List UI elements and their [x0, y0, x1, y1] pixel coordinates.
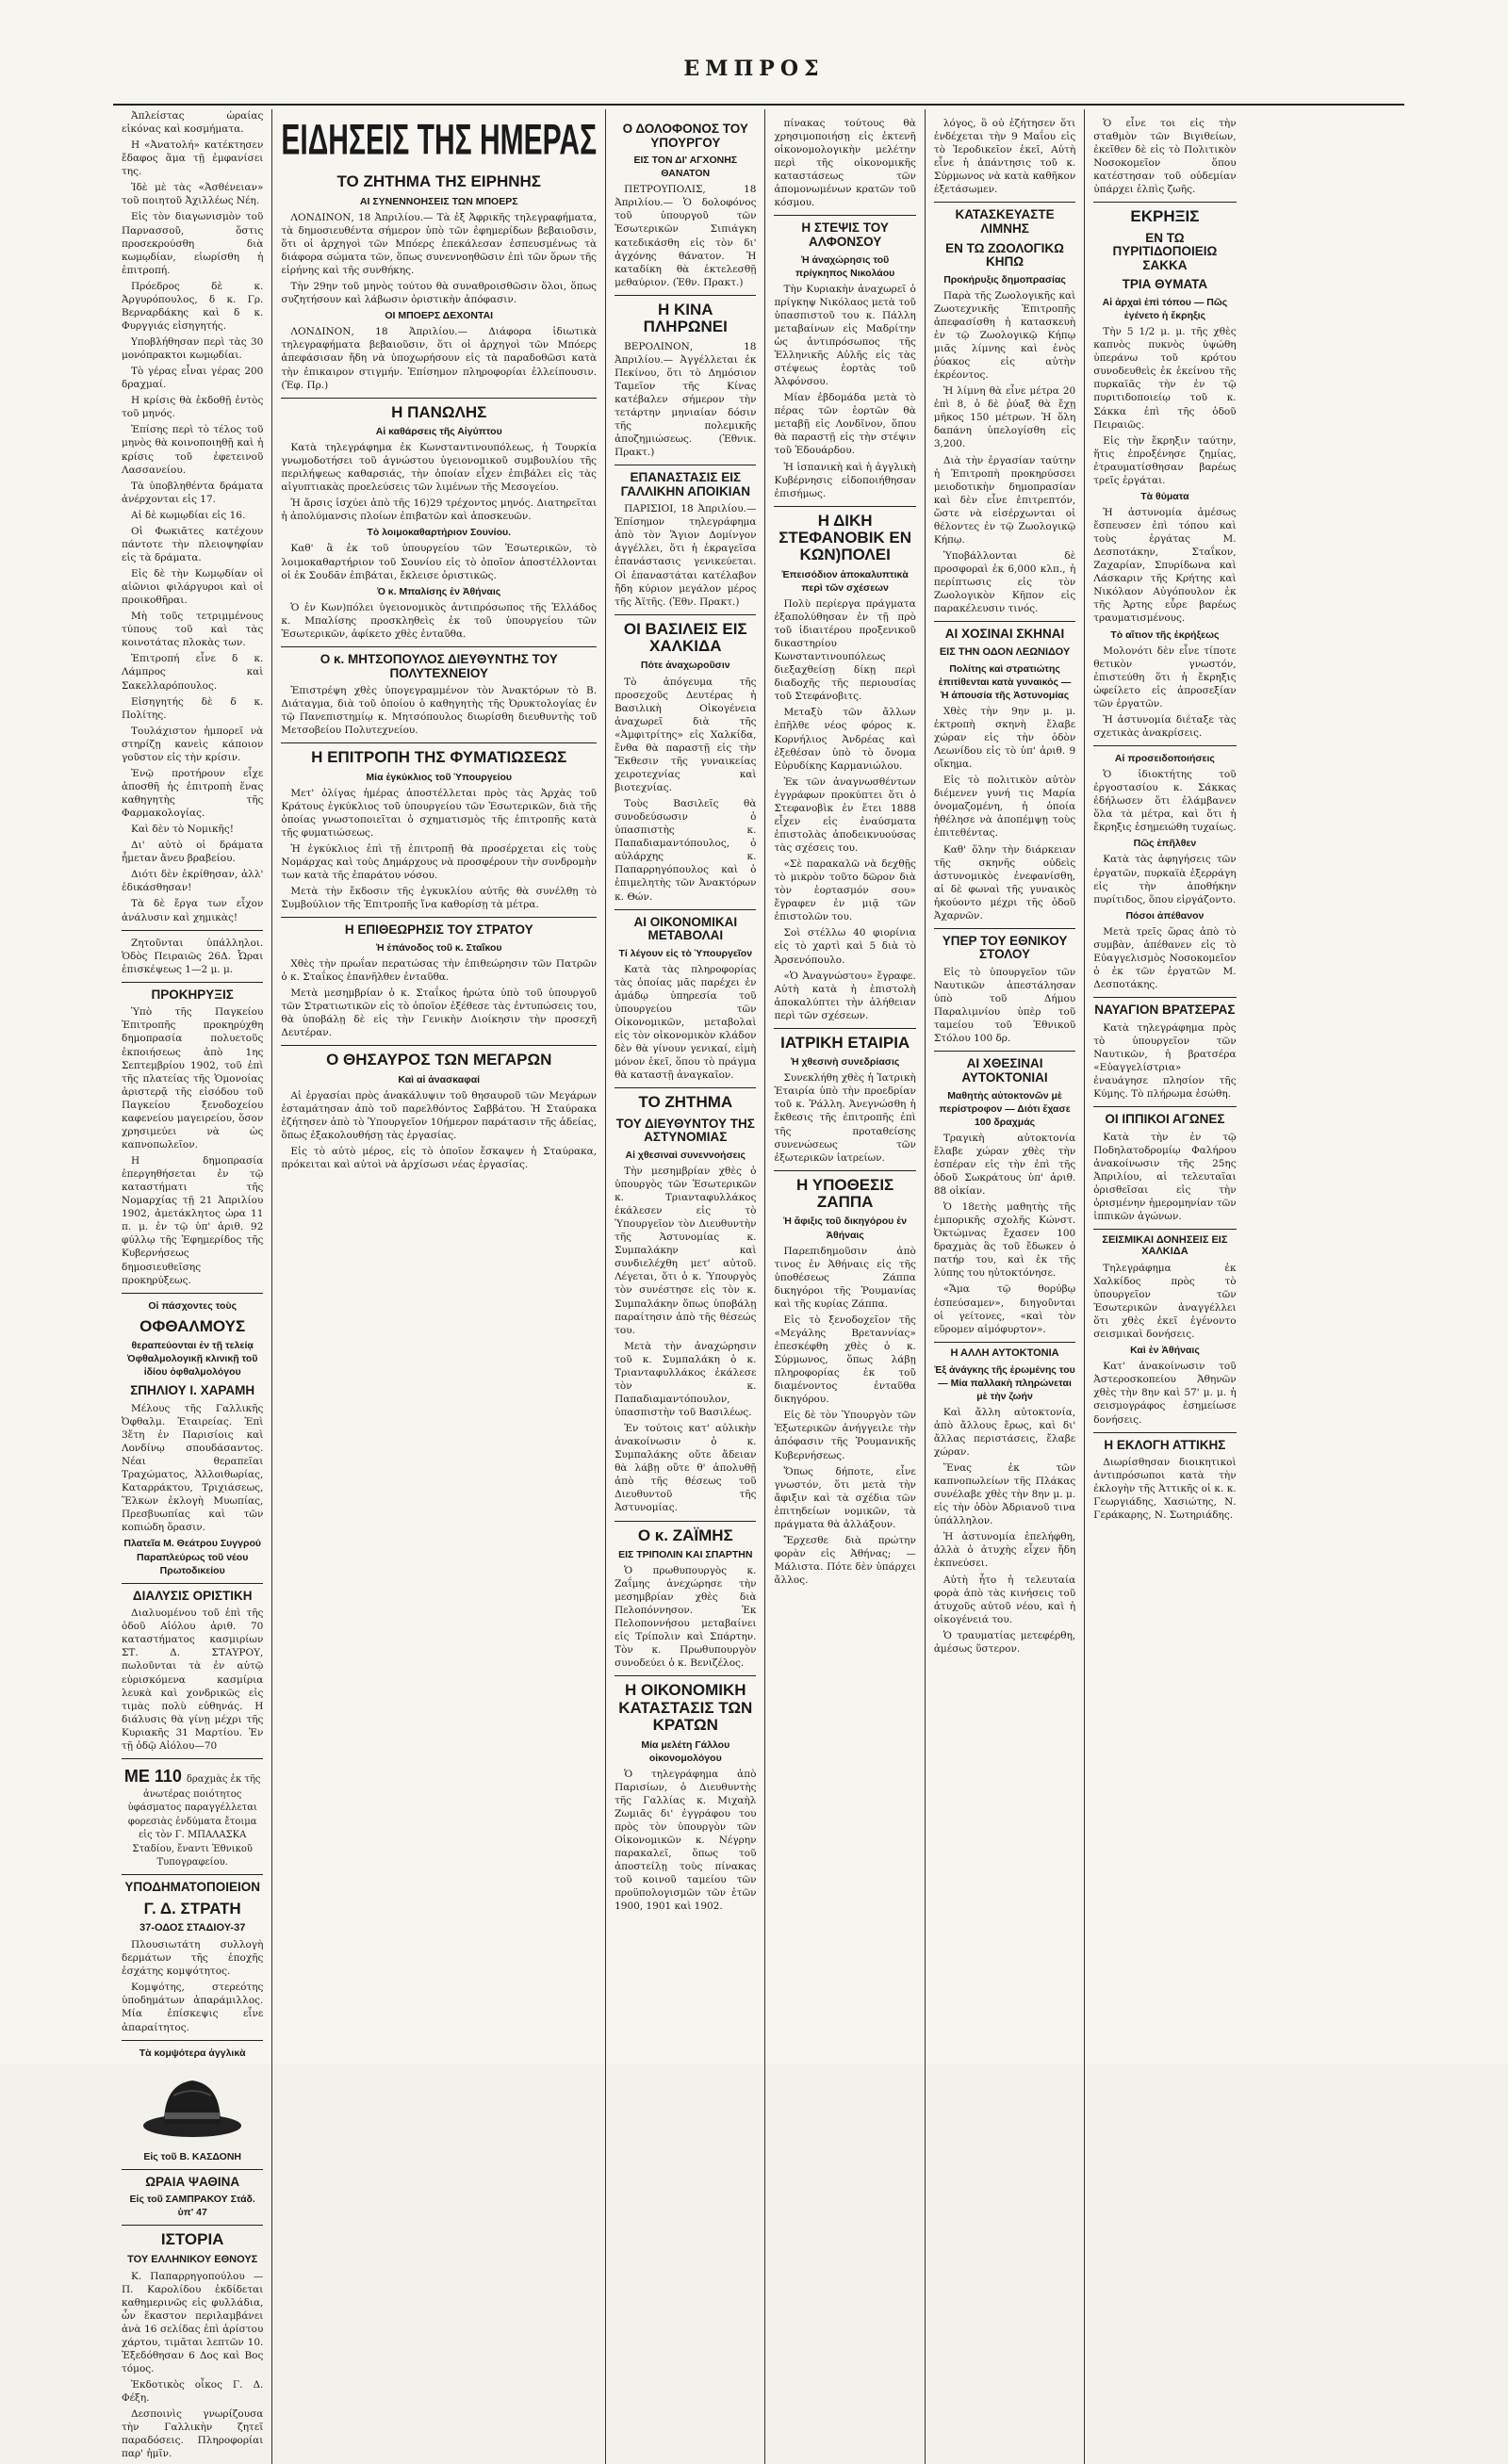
column-divider — [122, 1583, 263, 1584]
article-paragraph: Ἡ ἐγκύκλιος ἐπὶ τῇ ἐπιτροπῇ θὰ προσέρχεται εἰς τοὺς Νομάρχας καὶ τοὺς Δημάρχους νὰ προσφέρουν τὴν συνδρομὴν των κατὰ τῆς ἐπαράτου νόσου. — [281, 843, 598, 882]
column-divider — [281, 1045, 597, 1046]
subheadline: Ἡ ἄφιξις τοῦ δικηγόρου ἐν Ἀθήναις — [783, 1216, 908, 1241]
column-divider — [281, 742, 597, 743]
article-paragraph: Κατὰ τὰς πληροφορίας τὰς ὁποίας μᾶς παρέχει ἐν ἀμάδῳ ὑπηρεσία τοῦ ὑπουργείου τῶν Οἰκονομικῶν, μεταβολαὶ εἰς τὸν οἰκονομικὸν κλάδον δὲν θὰ γίνουν γενικαί, εἰμὴ μόνον ἐκεῖ, ὅπου τὸ πράγμα θὰ καταστῇ ἀναγκαῖον. — [615, 963, 757, 1082]
column-divider — [615, 614, 756, 615]
article-paragraph: Πολὺ περίεργα πράγματα ἐξαπολύθησαν ἐν τῇ πρὸ τοῦ ἰδιαιτέρου προξενικοῦ δικαστηρίου Κωνσταντινουπόλεως διεξαχθείσῃ δίκῃ περὶ διαδοχῆς τῆς περιουσίας τοῦ Στεφάνοβιτς. — [774, 597, 916, 703]
article-paragraph: Οἱ Φωκιᾶτες κατέχουν πάντοτε τὴν πλειοψηφίαν εἰς τὰ δράματα. — [122, 525, 264, 563]
article-paragraph: Καθ' ὅλην τὴν διάρκειαν τῆς σκηνῆς οὐδεὶς ἀστυνομικὸς ἐνεφανίσθη, αἱ δὲ φωναὶ τῆς γυναικὸς ἠκούοντο μέχρι τῆς ὁδοῦ Ἀχαρνῶν. — [933, 843, 1076, 922]
column-divider — [122, 1874, 263, 1875]
column-divider — [281, 398, 597, 399]
headline: ΥΠΕΡ ΤΟΥ ΕΘΝΙΚΟΥ ΣΤΟΛΟΥ — [942, 933, 1068, 962]
article-paragraph: Ἀπλείστας ὡραίας εἰκόνας καὶ κοσμήματα. — [122, 110, 264, 136]
article-paragraph: Μέλους τῆς Γαλλικῆς Ὀφθαλμ. Ἑταιρείας. Ἐπὶ 3ἔτη ἐν Παρισίοις καὶ Λονδίνῳ σπουδάσαντος. Νέαι θεραπεῖαι Τραχώματος, Ἀλλοιθωρίας, Καταρράκτου, Τριχιάσεως, Ἕλκων ἐκλογὴ Μυωπίας, Πρεσβυωπίας καὶ τῶν κοπιώδη ὅρασιν. — [122, 1402, 264, 1534]
article-paragraph: Διαλυομένου τοῦ ἐπὶ τῆς ὁδοῦ Αἰόλου ἀριθ. 70 καταστήματος κασμιρίων ΣΤ. Δ. ΣΤΑΥΡΟΥ, πωλοῦνται τὰ ἐν αὐτῷ εὑρισκόμενα κασμίρια λευκὰ καὶ χονδρικῶς εἰς τιμὰς πολὺ εὐθηνάς. Η διάλυσις θὰ γίνῃ μέχρι τῆς Κυριακῆς 31 Μαρτίου. Ἐν τῇ ὁδῷ Αἰόλου—70 — [122, 1607, 264, 1752]
subheadline: Οἱ πάσχοντες τοὺς — [148, 1299, 238, 1312]
article-paragraph: «Σὲ παρακαλῶ νὰ δεχθῇς τὸ μικρὸν τοῦτο δῶρον διὰ τὸν ἑορτασμόν σου» ἔγραφεν ἐν μιᾷ τῶν ἐπιστολῶν του. — [774, 858, 916, 923]
article-paragraph: Δεσποινὶς γνωρίζουσα τὴν Γαλλικὴν ζητεῖ παραδόσεις. Πληροφορίαι παρ' ἡμῖν. — [122, 2408, 264, 2460]
article-paragraph: Διότι δὲν ἐκρίθησαν, ἀλλ' ἐδικάσθησαν! — [122, 869, 264, 894]
article-paragraph: Ὁ ἐν Κων)πόλει ὑγειονομικὸς ἀντιπρόσωπος τῆς Ἑλλάδος κ. Μπαλίσης προσκληθεὶς ἐκ τοῦ ὑπουργείου τῶν Ἐσωτερικῶν, ἀφίκετο χθὲς ἐνταῦθα. — [281, 601, 598, 640]
article-paragraph: Τηλεγράφημα ἐκ Χαλκίδος πρὸς τὸ ὑπουργεῖον τῶν Ἐσωτερικῶν ἀναγγέλλει ὅτι χθὲς ἐκεῖ ἐγένοντο σεισμικαὶ δονήσεις. — [1093, 1262, 1237, 1341]
headline: ΙΣΤΟΡΙΑ — [160, 2230, 224, 2249]
column-divider — [122, 2225, 263, 2226]
column-divider — [1093, 1229, 1236, 1230]
article-paragraph: Ὑποβάλλονται δὲ προσφοραὶ ἐκ 6,000 κλπ., ἡ περίπτωσις εἰς τὸν Ζωολογικὸν Κῆπον εἰς παρακέλευσιν τινός. — [933, 549, 1076, 615]
column-divider — [615, 1675, 756, 1676]
article-paragraph: Τὸ ἀπόγευμα τῆς προσεχοῦς Δευτέρας ἡ Βασιλικὴ Οἰκογένεια ἀναχωρεῖ διὰ τῆς «Ἀμφιτρίτης» εἰς Χαλκίδα, ἔνθα θὰ παραστῇ εἰς τὴν Ἔκθεσιν τῆς γυναικείας χειροτεχνίας καὶ βιοτεχνίας. — [615, 676, 757, 793]
headline: ΝΑΥΑΓΙΟΝ ΒΡΑΤΣΕΡΑΣ — [1094, 1003, 1236, 1018]
article-paragraph: Η «Ἀνατολή» κατέκτησεν ἔδαφος ἅμα τῇ ἐμφανίσει της. — [122, 139, 264, 178]
subheadline: ΕΙΣ ΤΟΝ ΔΙ' ΑΓΧΟΝΗΣ ΘΑΝΑΤΟΝ — [633, 155, 738, 180]
headline: ΕΝ ΤΩ ΖΩΟΛΟΓΙΚΩ ΚΗΠΩ — [945, 240, 1064, 269]
article-paragraph: Ἐν τούτοις κατ' αὐλικὴν ἀνακοίνωσιν ὁ κ. Συμπαλάκης οὔτε ἄδειαν θὰ λάβῃ οὔτε θ' ἀπολυθῇ ἀπὸ τῆς θέσεως τοῦ Διευθυντοῦ τῆς Ἀστυνομίας. — [615, 1423, 757, 1514]
hat-illustration — [122, 2067, 263, 2143]
article-paragraph: ΒΕΡΟΛΙΝΟΝ, 18 Ἀπριλίου.— Ἀγγέλλεται ἐκ Πεκίνου, ὅτι τὸ Δημόσιον Ταμεῖον τῆς Κίνας κατέβαλεν σήμερον τὴν τετάρτην μηνιαίαν δόσιν τῆς πολεμικῆς ἀποζημιώσεως. (Ἐθνικ. Πρακτ.) — [615, 340, 757, 458]
article-paragraph: Τραγικὴ αὐτοκτονία ἔλαβε χώραν χθὲς τὴν ἑσπέραν εἰς τὴν ἐπὶ τῆς ὁδοῦ Σωκράτους ὑπ' ἀριθ. 88 οἰκίαν. — [933, 1132, 1076, 1198]
article-paragraph: Ὁ τηλεγράφημα ἀπὸ Παρισίων, ὁ Διευθυντὴς τῆς Γαλλίας κ. Μιχαὴλ Ζωμιᾶς δι' ἐγγράφου του πρὸς τὸν ὑπουργὸν τῶν Οἰκονομικῶν κ. Νέγρην παρακαλεῖ, ὅπως τοῦ ἀποστείλῃ τοὺς πίνακας τοῦ κοινοῦ ταμείου τῶν προϋπολογισμῶν τῶν ἐτῶν 1900, 1901 καὶ 1902. — [615, 1768, 757, 1913]
subheadline: θεραπεύονται ἐν τῇ τελείᾳ Ὀφθαλμολογικῇ κλινικῇ τοῦ ἰδίου ὀφθαλμολόγου — [126, 1340, 258, 1379]
article-paragraph: Αὐτὴ ἦτο ἡ τελευταία φορὰ ἀπὸ τὰς κινήσεις τοῦ ἀτυχοῦς αὐτοῦ νέου, καὶ ἡ οἰκογένειά του. — [933, 1574, 1076, 1625]
column-divider — [122, 1758, 263, 1759]
article-paragraph: Κατὰ τὰς ἀφηγήσεις τῶν ἐργατῶν, πυρκαϊὰ ἐξερράγη εἰς τὴν ἀποθήκην πυρίτιδος, ὅπου εἰργάζοντο. — [1093, 854, 1237, 906]
subheadline: Καὶ ἐν Ἀθήναις — [1130, 1345, 1200, 1357]
subheadline: Προκήρυξις δημοπρασίας — [943, 273, 1066, 286]
article-paragraph: Εἰς τὸ πολιτικὸν αὐτὸν διέμενεν γυνή τις Μαρία ὀνομαζομένη, ἡ ὁποία ἠθέλησε νὰ ἀποπέμψῃ τοὺς ἐπιτεθέντας. — [933, 775, 1076, 840]
headline: ΤΟΥ ΔΙΕΥΘΥΝΤΟΥ ΤΗΣ ΑΣΤΥΝΟΜΙΑΣ — [615, 1116, 755, 1145]
headline: Η ΣΤΕΨΙΣ ΤΟΥ ΑΛΦΟΝΣΟΥ — [801, 220, 889, 250]
headline: Η ΕΠΙΘΕΩΡΗΣΙΣ ΤΟΥ ΣΤΡΑΤΟΥ — [344, 922, 533, 938]
article-paragraph: Σοὶ στέλλω 40 φιορίνια εἰς τὸ χαρτὶ καὶ 5 διὰ τὸ Ἀρσενόπουλο. — [774, 927, 916, 966]
article-paragraph: Κατ' ἀνακοίνωσιν τοῦ Ἀστεροσκοπείου Ἀθηνῶν χθὲς τὴν 8ην καὶ 57' μ. μ. ἡ σεισμογράφος ἐσημείωσε δονήσεις. — [1093, 1361, 1237, 1426]
headline: ΕΙΔΗΣΕΙΣ ΤΗΣ ΗΜΕΡΑΣ — [281, 117, 598, 164]
headline: ΟΙ ΙΠΠΙΚΟΙ ΑΓΩΝΕΣ — [1105, 1112, 1225, 1127]
article-paragraph: Εἰς τὸ αὐτὸ μέρος, εἰς τὸ ὁποῖον ἔσκαψεν ἡ Σταύρακα, πρόκειται καὶ αὐτοὶ νὰ ἀρχίσωσι νέας ἐργασίας. — [281, 1146, 598, 1171]
article-paragraph: Ὁ ἰδιοκτήτης τοῦ ἐργοστασίου κ. Σάκκας ἐδήλωσεν ὅτι ἐλάμβανεν ὅλα τὰ μέτρα, καὶ ὅτι ἡ ἔκρηξις ἐσημειώθη τυχαίως. — [1093, 769, 1237, 834]
article-paragraph: «Ἄμα τῷ θορύβῳ ἐσπεύσαμεν», διηγοῦνται οἱ γείτονες, «καὶ τὸν εὕρομεν αἱμόφυρτον». — [933, 1283, 1076, 1335]
article-paragraph: Καὶ ἄλλη αὐτοκτονία, ἀπὸ ἄλλους ἔρως, καὶ δι' ἄλλας περιστάσεις, ἔλαβε χώραν. — [933, 1406, 1076, 1458]
subheadline: Αἱ καθάρσεις τῆς Αἰγύπτου — [375, 425, 502, 437]
subheadline: Αἱ προσειδοποιήσεις — [1114, 753, 1215, 765]
headline: ΕΠΑΝΑΣΤΑΣΙΣ ΕΙΣ ΓΑΛΛΙΚΗΝ ΑΠΟΙΚΙΑΝ — [620, 470, 750, 498]
article-paragraph: Εἰς δὲ τὴν Κωμῳδίαν οἱ αἰῶνιοι φιλάργυροι καὶ οἱ προικοθῆραι. — [122, 568, 264, 607]
headline: Η ΕΠΙΤΡΟΠΗ ΤΗΣ ΦΥΜΑΤΙΩΣΕΩΣ — [311, 748, 567, 767]
headline: Ο κ. ΖΑΪΜΗΣ — [637, 1526, 733, 1544]
article-paragraph: Διὰ τὴν ἐργασίαν ταύτην ἡ Ἐπιτροπὴ προκηρύσσει μειοδοτικὴν δημοπρασίαν καὶ δὲν εἶνε ἐπιτρεπτόν, ὥστε νὰ εἰσέρχωνται οἱ θέλοντες ἐν τῷ Ζωολογικῷ Κήπῳ. — [933, 454, 1076, 546]
headline: ΟΦΘΑΛΜΟΥΣ — [139, 1316, 246, 1335]
subheadline: Ἡ ἀναχώρησις τοῦ πρίγκηπος Νικολάου — [795, 253, 895, 279]
subheadline: Τὰ κομψότερα ἀγγλικὰ — [139, 2047, 246, 2059]
headline: Η ΟΙΚΟΝΟΜΙΚΗ ΚΑΤΑΣΤΑΣΙΣ ΤΩΝ ΚΡΑΤΩΝ — [618, 1681, 753, 1735]
article-paragraph: Χθὲς τὴν 9ην μ. μ. ἐκτροπὴ σκηνὴ ἔλαβε χώραν εἰς τὴν ὁδὸν Λεωνίδου εἰς τὸ ὑπ' ἀριθ. 9 οἴκημα. — [933, 705, 1076, 771]
headline: Η ΚΙΝΑ ΠΛΗΡΩΝΕΙ — [643, 300, 728, 336]
article-paragraph: Ὅπως δήποτε, εἶνε γνωστόν, ὅτι μετὰ τὴν ἄφιξιν καὶ τὰ σχέδια τῶν ἐπιτηδείων νομικῶν, τὰ πράγματα θὰ ἀλλάξουν. — [774, 1465, 916, 1530]
article-paragraph: ΠΕΤΡΟΥΠΟΛΙΣ, 18 Ἀπριλίου.— Ὁ δολοφόνος τοῦ ὑπουργοῦ τῶν Ἐσωτερικῶν Σιπιάγκη κατεδικάσθη εἰς τὸν δι' ἀγχόνης θάνατον. Ἡ καταδίκη θὰ ἐκτελεσθῇ μεθαύριον. (Ἐθν. Πρακτ.) — [615, 184, 757, 288]
article-paragraph: Τοὺς Βασιλεῖς θὰ συνοδεύσωσιν ὁ ὑπασπιστὴς κ. Παπαδιαμαντόπουλος, ὁ αὐλάρχης κ. Παπαρρηγόπουλος καὶ ὁ ἐπιμελητὴς τῶν Ἀνακτόρων κ. Θών. — [615, 798, 757, 903]
article-paragraph: ΛΟΝΔΙΝΟΝ, 18 Ἀπριλίου.— Διάφορα ἰδιωτικὰ τηλεγραφήματα βεβαιοῦσιν, ὅτι οἱ ἀρχηγοὶ τῶν Μπόερς ἀπεφάσισαν ἤδη νὰ ὑποχωρήσουν εἰς τὰ παραδοθῶσι κατὰ τὴν ἐπικαιρον στιγμήν. Ἐπίσημον πληροφορίαι ἐλλείπουσιν. (Ἐφ. Πρ.) — [281, 326, 598, 391]
subheadline: Αἱ χθεσιναὶ συνεννοήσεις — [625, 1149, 746, 1161]
article-paragraph: Ἡ λίμνη θὰ εἶνε μέτρα 20 ἐπὶ 8, ὁ δὲ ῥύαξ θὰ ἔχῃ μῆκος 150 μέτρων. Ἡ ὅλη δαπάνη ὑπελογίσθη εἰς 3,200. — [933, 385, 1076, 450]
headline: ΠΡΟΚΗΡΥΞΙΣ — [151, 987, 234, 1002]
article-paragraph: Ὁ πρωθυπουργὸς κ. Ζαΐμης ἀνεχώρησε τὴν μεσημβρίαν χθὲς διὰ Πελοπόννησον. Ἐκ Πελοποννήσου μεταβαίνει εἰς Τρίπολιν καὶ Σπάρτην. Τὸν κ. Πρωθυπουργὸν συνοδεύει ὁ κ. Βενιζέλος. — [615, 1564, 757, 1670]
article-paragraph: λόγος, ὃ οὐ ἐζήτησεν ὅτι ἐνδέχεται τὴν 9 Μαΐου εἰς τὸ Ἱεροδικεῖον ἐκεῖ, Αὐτὴ εἶνε ἡ ἀπάντησις τοῦ κ. Σύρμωνος νὰ κατὰ καθῆκον ἐξετάσωμεν. — [933, 118, 1076, 196]
column-divider — [281, 917, 597, 918]
subheadline: Πλατεῖα Μ. Θεάτρου Συγγρού Παραπλεύρως τοῦ νέου Πρωτοδικείου — [123, 1538, 261, 1576]
column-divider — [934, 1051, 1075, 1052]
column-divider — [122, 2040, 263, 2041]
article-paragraph: Τὴν 5 1/2 μ. μ. τῆς χθὲς καπνὸς πυκνὸς ὑψώθη ὑπεράνω τοῦ κρότου συνοδευθεὶς ἐκ ἐκείνου τῆς πυρκαϊᾶς τὴν ἐν τῷ πυριτιδοποιείῳ τοῦ κ. Σάκκα ἐπὶ τῆς ὁδοῦ Πειραιῶς. — [1093, 326, 1237, 431]
column-3 — [606, 109, 765, 2464]
subheadline: ΑΙ ΣΥΝΕΝΝΟΗΣΕΙΣ ΤΩΝ ΜΠΟΕΡΣ — [359, 195, 518, 207]
advertisement — [122, 1765, 263, 1868]
subheadline: Τὸ αἴτιον τῆς ἐκρήξεως — [1110, 628, 1220, 641]
article-paragraph: Καὶ δὲν τὸ Νομικῆς! — [131, 824, 234, 836]
article-paragraph: Τὴν μεσημβρίαν χθὲς ὁ ὑπουργὸς τῶν Ἐσωτερικῶν κ. Τριανταφυλλάκος ἐκάλεσεν εἰς τὸ Ὑπουργεῖον τὸν Διευθυντὴν τῆς Ἀστυνομίας κ. Συμπαλάκην καὶ συνδιελέχθη μετ' αὐτοῦ. Λέγεται, ὅτι ὁ κ. Ὑπουργὸς τὸν συνέστησε εἰς τὸν κ. Συμπαλάκην ὅπως ὑποβάλῃ παραίτησιν ἀπὸ τῆς θέσεώς του. — [615, 1165, 757, 1336]
headline: ΣΠΗΛΙΟΥ Ι. ΧΑΡΑΜΗ — [130, 1383, 255, 1398]
top-rule — [113, 104, 1404, 106]
column-6 — [1085, 109, 1244, 2464]
article-paragraph: Ἰδὲ μὲ τὰς «Ἀσθένειαν» τοῦ ποιητοῦ Ἀχιλλέως Νέη. — [122, 182, 264, 207]
article-paragraph: «Ὁ Ἀναγνώστου» ἔγραφε. Αὐτὴ κατὰ ἡ ἐπιστολὴ ἀποκαλύπτει τὴν ἀλήθειαν περὶ τῶν σχέσεων. — [774, 970, 916, 1021]
subheadline: Καὶ αἱ ἀνασκαφαί — [398, 1073, 481, 1085]
headline: Η ΥΠΟΘΕΣΙΣ ΖΑΠΠΑ — [796, 1175, 894, 1212]
column-divider — [615, 909, 756, 910]
article-paragraph: ΛΟΝΔΙΝΟΝ, 18 Ἀπριλίου.— Τὰ ἐξ Ἀφρικῆς τηλεγραφήματα, τὰ δημοσιευθέντα σήμερον ὑπὸ τῶν ἐφημερίδων βεβαιοῦσιν, ὅτι οἱ ἀρχηγοὶ τῶν Μπόερς ἐπεκάλεσαν ἐσπευσμένως τὰ διάφορα σώματα τῶν, ὅπως συνεννοηθῶσιν ἐπὶ τῶν ὅρων τῆς εἰρήνης καὶ τῆς συνθήκης. — [281, 211, 598, 277]
column-divider — [774, 215, 915, 216]
article-paragraph: Τὴν 29ην τοῦ μηνὸς τούτου θὰ συναθροισθῶσιν ὅλοι, ὅπως συζητήσουν καὶ λάβωσιν ὁριστικὴν ἀπόφασιν. — [281, 281, 598, 306]
headline: Ο ΘΗΣΑΥΡΟΣ ΤΩΝ ΜΕΓΑΡΩΝ — [326, 1051, 552, 1069]
headline: ΤΡΙΑ ΘΥΜΑΤΑ — [1122, 277, 1208, 292]
article-paragraph: Πλουσιωτάτη συλλογὴ δερμάτων τῆς ἐποχῆς ἐσχάτης κομψότητος. — [122, 1939, 264, 1978]
article-paragraph: Ἡ ἀστυνομία διέταξε τὰς σχετικὰς ἀνακρίσεις. — [1093, 713, 1237, 739]
headline: Γ. Δ. ΣΤΡΑΤΗ — [143, 1899, 241, 1917]
headline: ΑΙ ΧΟΣΙΝΑΙ ΣΚΗΝΑΙ — [944, 627, 1065, 642]
column-divider — [1093, 1432, 1236, 1433]
article-paragraph: Ἡ ἀστυνομία ἀμέσως ἔσπευσεν ἐπὶ τόπου καὶ τοὺς ἐργάτας Μ. Δεσποτάκην, Σταΐκον, Ζαχαρίαν, Σπυρίδωνα καὶ Λάσκαριν τῆς Κρήτης καὶ Νικόλαον Αὐγόπουλον ἐκ τῆς Ἀρτης εὗρε βαρέως τραυματισμένους. — [1093, 506, 1237, 625]
article-paragraph: Κομψότης, στερεότης ὑποδημάτων ἀπαράμιλλος. Μία ἐπίσκεψις εἶνε ἀπαραίτητος. — [122, 1982, 264, 2033]
subheadline: Τί λέγουν εἰς τὸ Ὑπουργεῖον — [618, 947, 753, 959]
article-paragraph: Διωρίσθησαν διοικητικοὶ ἀντιπρόσωποι κατὰ τὴν ἐκλογὴν τῆς Ἀττικῆς οἱ κ. κ. Γεωργιάδης, Χασιώτης, Ν. Γεράκαρης, Ν. Σωτηριάδης. — [1093, 1457, 1237, 1522]
headline: ΙΑΤΡΙΚΗ ΕΤΑΙΡΙΑ — [780, 1033, 910, 1052]
column-5 — [926, 109, 1085, 2464]
article-paragraph: Ἐκδοτικὸς οἶκος Γ. Δ. Φέξη. — [122, 2379, 264, 2405]
subheadline: Εἰς τοῦ ΣΑΜΠΡΑΚΟΥ Στάδ. ὑπ' 47 — [129, 2194, 255, 2219]
subheadline: Πῶς ἐπῆλθεν — [1133, 838, 1197, 850]
article-paragraph: Αἱ ἐργασίαι πρὸς ἀνακάλυψιν τοῦ θησαυροῦ τῶν Μεγάρων ἐσταμάτησαν ἀπὸ τοῦ παρελθόντος Σαββάτου. Ἡ Σταύρακα ἐζήτησεν ἀπὸ τὸ Ὑπουργεῖον 10ήμερον παράτασιν τῆς ἀδείας, ὅπως ἐξακολουθήσῃ τὰς ἐργασίας. — [281, 1089, 598, 1141]
article-paragraph: Εἰσηγητής δὲ δ κ. Πολίτης. — [122, 695, 264, 721]
headline: ΑΙ ΟΙΚΟΝΟΜΙΚΑΙ ΜΕΤΑΒΟΛΑΙ — [633, 914, 738, 943]
article-paragraph: Ἡ ἱσπανικὴ καὶ ἡ ἀγγλικὴ Κυβέρνησις εἰδοποιήθησαν ἐπισήμως. — [774, 461, 916, 499]
headline: ΟΙ ΒΑΣΙΛΕΙΣ ΕΙΣ ΧΑΛΚΙΔΑ — [623, 619, 747, 656]
headline: ΕΝ ΤΩ ΠΥΡΙΤΙΔΟΠΟΙΕΙΩ ΣΑΚΚΑ — [1112, 230, 1218, 272]
article-paragraph: Τὸ γέρας εἶναι γέρας 200 δραχμαί. — [122, 366, 264, 391]
column-divider — [774, 506, 915, 507]
article-paragraph: Μετ' ὀλίγας ἡμέρας ἀποστέλλεται πρὸς τὰς Ἀρχὰς τοῦ Κράτους ἐγκύκλιος τοῦ ὑπουργείου τῶν Ἐσωτερικῶν, διὰ τῆς ὁποίας γνωστοποιεῖται ὁ σχηματισμὸς τῆς ἐπιτροπῆς κατὰ τῆς φυματιώσεως. — [281, 787, 598, 839]
article-paragraph: Αἱ δὲ κωμῳδίαι εἰς 16. — [131, 509, 246, 521]
subheadline: Ὁ κ. Μπαλίσης ἐν Ἀθήναις — [377, 585, 501, 597]
headline: ΥΠΟΔΗΜΑΤΟΠΟΙΕΙΟΝ — [124, 1880, 261, 1895]
column-2 — [272, 109, 606, 2464]
article-paragraph: Καθ' ἃ ἐκ τοῦ ὑπουργείου τῶν Ἐσωτερικῶν, τὸ λοιμοκαθαρτήριον τοῦ Σουνίου εἰς τὸ ὁποῖον ἀποστέλλονται οἱ ἐκ Σουδᾶν ἐπιβάται, ἔκλεισε ὁριστικῶς. — [281, 543, 598, 581]
column-4 — [765, 109, 925, 2464]
headline: ΚΑΤΑΣΚΕΥΑΣΤΕ ΛΙΜΝΗΣ — [955, 207, 1055, 236]
article-paragraph: πίνακας τούτους θὰ χρησιμοποιήσῃ εἰς ἐκτενῆ οἰκονομολογικὴν μελέτην περὶ τῆς οἰκονομικῆς καταστάσεως τῶν ἀπομονωμένων κρατῶν τοῦ κόσμου. — [774, 118, 916, 209]
article-paragraph: Μετὰ τὴν ἀναχώρησιν τοῦ κ. Συμπαλάκη ὁ κ. Τριανταφυλλάκος ἐκάλεσε τὸν κ. Παπαδιαμαντόπουλον, ὑπασπιστὴν τοῦ Βασιλέως. — [615, 1340, 757, 1419]
column-1 — [113, 109, 272, 2464]
article-paragraph: Εἰς τὸ ξενοδοχεῖον τῆς «Μεγάλης Βρεταννίας» ἐπεσκέφθη χθὲς ὁ κ. Σύρμωνος, ὅπως λάβῃ πληροφορίας ἐκ τοῦ διαμένοντος ἐνταῦθα δικηγόρου. — [774, 1314, 916, 1406]
article-paragraph: Η κρίσις θὰ ἐκδοθῇ ἐντὸς τοῦ μηνός. — [122, 395, 264, 420]
article-paragraph: Μετὰ τὴν ἔκδοσιν τῆς ἐγκυκλίου αὐτῆς θὰ συνέλθῃ τὸ Συμβούλιον τῆς Ἐπιτροπῆς ἵνα καθορίσῃ τὰ μέτρα. — [281, 886, 598, 911]
headline: 37-ΟΔΟΣ ΣΤΑΔΙΟΥ-37 — [139, 1922, 246, 1934]
columns-grid — [113, 109, 1404, 2460]
article-paragraph: Ὁ τραυματίας μετεφέρθη, ἀμέσως ὕστερον. — [933, 1629, 1076, 1655]
headline: ΑΙ ΧΘΕΣΙΝΑΙ ΑΥΤΟΚΤΟΝΙΑΙ — [961, 1056, 1048, 1085]
article-paragraph: ΠΑΡΙΣΙΟΙ, 18 Ἀπριλίου.— Ἐπίσημον τηλεγράφημα ἀπὸ τὸν Ἅγιον Δομίνγον ἀγγέλλει, ὅτι ἡ ἐκραγεῖσα ἐπανάστασις γενικεύεται. Οἱ ἐπαναστάται κατέλαβον ἤδη κύριον μεγάλον μέρος τῆς Ἀϊτῆς. (Ἐθν. Πρακτ.) — [615, 503, 757, 608]
article-paragraph: Κατὰ τὴν ἐν τῷ Ποδηλατοδρομίῳ Φαλήρου ἀνακοίνωσιν τῆς 25ης Ἀπριλίου, αἱ τελευταῖαι ὁρισθεῖσαι εἰς τὴν ὁρισμένην ἡμερομηνίαν τῶν ἱππικῶν ἀγώνων. — [1093, 1131, 1237, 1223]
subheadline: Μαθητὴς αὐτοκτονῶν μὲ περίστροφον — Διότι ἔχασε 100 δραχμάς — [939, 1089, 1071, 1128]
ad-price: ΜΕ 110 — [123, 1766, 187, 1786]
headline: Ο ΔΟΛΟΦΟΝΟΣ ΤΟΥ ΥΠΟΥΡΓΟΥ — [622, 122, 748, 150]
article-paragraph: Ὁ 18ετὴς μαθητὴς τῆς ἐμπορικῆς σχολῆς Κώνστ. Ὀκτώμνας ἔχασεν 100 δραχμὰς ἃς τοῦ ἔδωκεν ὁ πατήρ του, καὶ ἐκ τῆς λύπης του ηὐτοκτόνησε. — [933, 1201, 1076, 1280]
article-paragraph: Παρὰ τῆς Ζωολογικῆς καὶ Ζωοτεχνικῆς Ἐπιτροπῆς ἀπεφασίσθη ἡ κατασκευὴ ἐν τῷ Ζωολογικῷ Κήπῳ μιᾶς λίμνης καὶ ἑνὸς ῥύακος εἰς αὐτὴν ἐκρέοντος. — [933, 289, 1076, 382]
column-divider — [934, 202, 1075, 203]
article-paragraph: Μετὰ τρεῖς ὥρας ἀπὸ τὸ συμβὰν, ἀπέθανεν εἰς τὸ Εὐαγγελισμὸς Νοσοκομεῖον ὁ ἐκ τῶν ἐργατῶν Μ. Δεσποτάκης. — [1093, 925, 1237, 991]
column-divider — [774, 1028, 915, 1029]
headline: ΩΡΑΙΑ ΨΑΘΙΝΑ — [145, 2174, 240, 2189]
column-divider — [615, 1521, 756, 1522]
column-divider — [934, 1342, 1075, 1343]
article-paragraph: Εἰς τὸ ὑπουργεῖον τῶν Ναυτικῶν ἀπεστάλησαν ὑπὸ τοῦ Δήμου Παραλιμνίου ὑπὲρ τοῦ ταμείου τοῦ Ἐθνικοῦ Στόλου 100 δρ. — [933, 967, 1076, 1045]
article-paragraph: Μίαν ἑβδομάδα μετὰ τὸ πέρας τῶν ἑορτῶν θὰ μεταβῇ εἰς Λονδῖνον, ὅπου θὰ παραστῇ εἰς τὴν στέψιν τοῦ Ἐδουάρδου. — [774, 392, 916, 457]
article-paragraph: Μετὰ μεσημβρίαν ὁ κ. Σταΐκος ἠρώτα ὑπὸ τοῦ ὑπουργοῦ τῶν Στρατιωτικῶν εἰς τὸ ὁποῖον ἐξέθεσε τὰς ἐντυπώσεις του, θὰ ὑποβάλῃ δὲ εἰς τὴν Γενικὴν Διοίκησιν τὴν προσεχῆ Δευτέραν. — [281, 987, 598, 1039]
subheadline: Μία ἐγκύκλιος τοῦ Ὑπουργείου — [366, 771, 513, 783]
column-divider — [122, 982, 263, 983]
headline: Η ΔΙΚΗ ΣΤΕΦΑΝΟΒΙΚ ΕΝ ΚΩΝ)ΠΟΛΕΙ — [779, 511, 912, 564]
subheadline: Πόσοι ἀπέθανον — [1125, 909, 1205, 922]
article-paragraph: Ἡ ἄρσις ἰσχύει ἀπὸ τῆς 16)29 τρέχοντος μηνός. Διατηρεῖται ἡ ἀπολύμανσις πλοίων ἐπιβατῶν καὶ ἀποσκευῶν. — [281, 498, 598, 523]
column-divider — [615, 295, 756, 296]
column-divider — [1093, 202, 1236, 203]
column-divider — [774, 1170, 915, 1171]
column-divider — [615, 1087, 756, 1088]
headline: ΣΕΙΣΜΙΚΑΙ ΔΟΝΗΣΕΙΣ ΕΙΣ ΧΑΛΚΙΔΑ — [1102, 1234, 1228, 1257]
article-paragraph: Τὰ ὑποβληθέντα δράματα ἀνέρχονται εἰς 17. — [122, 480, 264, 505]
subheadline: Ἐπεισόδιον ἀποκαλυπτικὰ περὶ τῶν σχέσεων — [781, 568, 909, 594]
article-paragraph: Ἔρχεσθε διὰ πρώτην φορὰν εἰς Ἀθήνας; — Μάλιστα. Πότε δὲν ὑπάρχει ἄλλος. — [774, 1534, 916, 1587]
column-divider — [1093, 745, 1236, 746]
headline: Η ΕΚΛΟΓΗ ΑΤΤΙΚΗΣ — [1104, 1437, 1226, 1452]
article-paragraph: Κ. Παπαρρηγοπούλου — Π. Καρολίδου ἐκδίδεται καθημερινῶς εἰς φυλλάδια, ὧν ἕκαστον περιλαμβάνει ἀνὰ 16 σελίδας ἐπὶ ἀρίστου χάρτου, τιμᾶται λεπτῶν 10. Ἐξεδόθησαν 6 Δος καὶ Βος τόμος. — [122, 2270, 264, 2375]
article-paragraph: Μολονότι δὲν εἶνε τίποτε θετικὸν γνωστόν, ἐπιστεύθη ὅτι ἡ ἔκρηξις ὠφείλετο εἰς ἀπροσεξίαν τῶν ἐργατῶν. — [1093, 645, 1237, 710]
article-paragraph: Δι' αὐτὸ οἱ δράματα ἦμεταν ἄνευ βραβείου. — [122, 840, 264, 865]
subheadline: ΕΙΣ ΤΡΙΠΟΛΙΝ ΚΑΙ ΣΠΑΡΤΗΝ — [618, 1548, 753, 1560]
article-paragraph: Εἰς τὴν ἔκρηξιν ταύτην, ἥτις ἐπροξένησε ζημίας, ἐτραυματίσθησαν βαρέως τρεῖς ἐργάται. — [1093, 434, 1237, 486]
article-paragraph: Ὁ εἶνε τοι εἰς τὴν σταθμὸν τῶν Βιγιθείων, ἐκεῖθεν δὲ εἰς τὸ Πολιτικὸν Νοσοκομεῖον ὅπου κατέστησαν τοῦ οὐδεμίαν ὑπάρχει ἐλπὶς ζωῆς. — [1093, 118, 1237, 196]
headline: ΕΙΣ ΤΗΝ ΟΔΟΝ ΛΕΩΝΙΔΟΥ — [939, 645, 1071, 658]
column-divider — [122, 1293, 263, 1294]
article-paragraph: Συνεκλήθη χθὲς ἡ Ἰατρικὴ Ἑταιρία ὑπὸ τὴν προεδρίαν τοῦ κ. Ῥάλλη. Ἀνεγνώσθη ἡ ἔκθεσις τῆς ἐπιτροπῆς ἐπὶ τῆς προταθείσης συνενώσεως τῶν ἐξωτερικῶν ἰατρείων. — [774, 1072, 916, 1164]
subheadline: Ἡ χθεσινὴ συνεδρίασις — [790, 1056, 900, 1069]
subheadline: Ἐξ ἀνάγκης τῆς ἐρωμένης του — Μία παλλακὴ πληρώνεται μὲ τὴν ζωήν — [934, 1363, 1075, 1402]
subheadline: Τὰ θύματα — [1140, 490, 1189, 502]
column-divider — [1093, 1106, 1236, 1107]
article-paragraph: Η δημοπρασία ἐπεργηθήσεται ἐν τῷ καταστήματι τῆς Νομαρχίας τῇ 21 Ἀπριλίου 1902, ἀμετάκλητος ὡρα 11 π. μ. ἐν τῷ ὑπ' ἀριθ. 92 φύλλῳ τῆς Ἐφημερίδος τῆς Κυβερνήσεως δημοσιευθεῖσης προκηρύξεως. — [122, 1155, 264, 1286]
headline: ΕΚΡΗΞΙΣ — [1130, 207, 1200, 226]
masthead-title: ΕΜΠΡΟΣ — [683, 57, 825, 81]
article-paragraph: Ἐπίσης περὶ τὸ τέλος τοῦ μηνὸς θὰ κοινοποιηθῇ καὶ ἡ κρίσις τοῦ ἐφετεινοῦ Λασσανείου. — [122, 424, 264, 476]
headline: Η ΠΑΝΩΛΗΣ — [391, 402, 487, 421]
article-paragraph: Ἐπιστρέψη χθὲς ὑπογεγραμμένον τὸν Ἀνακτόρων τὸ Β. Διάταγμα, διὰ τοῦ ὁποίου ὁ καθηγητὴς τῆς Ὀρυκτολογίας ἐν τῷ Πανεπιστημίῳ κ. Μητσόπουλος διωρίσθη διευθυντὴς τοῦ Μετσοβείου Πολυτεχνείου. — [281, 685, 598, 737]
headline: ΤΟΥ ΕΛΛΗΝΙΚΟΥ ΕΘΝΟΥΣ — [127, 2253, 258, 2265]
article-paragraph: Εἰς δὲ τὸν Ὑπουργὸν τῶν Ἐξωτερικῶν ἀνήγγειλε τὴν ἀπόφασιν τῆς Ῥουμανικῆς Κυβερνήσεως. — [774, 1410, 916, 1461]
article-paragraph: Ἐκ τῶν ἀναγνωσθέντων ἐγγράφων προκύπτει ὅτι ὁ Στεφανοβὶκ ἐν ἔτει 1888 εἶχεν εἰς ἐναύσματα ἐπιστολὰς ἀποδεικνυούσας τὰς σχέσεις του. — [774, 775, 916, 855]
subheadline: Πότε ἀναχωροῦσιν — [640, 660, 730, 672]
article-paragraph: Τὰ δὲ ἔργα των εἶχον ἀνάλυσιν καὶ χημικὰς! — [122, 898, 264, 923]
subheadline: Εἰς τοῦ Β. ΚΑΣΔΟΝΗ — [143, 2150, 241, 2162]
subheadline: Αἱ ἀρχαὶ ἐπὶ τόπου — Πῶς ἐγένετο ἡ ἔκρηξις — [1102, 297, 1228, 322]
headline: Η ΑΛΛΗ ΑΥΤΟΚΤΟΝΙΑ — [950, 1346, 1059, 1359]
subheadline: ΟΙ ΜΠΟΕΡΣ ΔΕΧΟΝΤΑΙ — [385, 310, 494, 322]
article-paragraph: Ἐνῷ προτήρουν εἶχε ἀποσθῆ ἡς ἐπιτροπὴ ἕνας καθηγητὴς τῆς Φαρμακολογίας. — [122, 767, 264, 820]
headline: ΤΟ ΖΗΤΗΜΑ — [638, 1093, 733, 1112]
column-divider — [122, 930, 263, 931]
ad-text: δραχμὰς ἐκ τῆς ἀνωτέρας ποιότητος ὑφάσματος παραγγέλλεται φορεσιὰς ἐνδύματα ἔτοιμα εἰς τὸν Γ. ΜΠΑΛΑΣΚΑ Σταδίου, ἔναντι Ἐθνικοῦ Τυπογραφείου. — [127, 1773, 261, 1868]
headline: ΔΙΑΛΥΣΙΣ ΟΡΙΣΤΙΚΗ — [132, 1588, 253, 1603]
column-divider — [934, 621, 1075, 622]
article-paragraph: Ὑπὸ τῆς Παγκείου Ἐπιτροπῆς προκηρύχθη δημοπρασία πολυετοῦς ἐκποιήσεως ἀπὸ 1ης Σεπτεμβρίου 1902, τοῦ ἐπὶ τῆς πλατείας τῆς Ὁμονοίας ἀριστερᾷ τῆς εἰσόδου τοῦ Παγκείου ξενοδοχείου καφενείου μαγειρείου, ὅσον χρησιμεύει νὰ ὡς καπνοπωλεῖον. — [122, 1006, 264, 1150]
headline: Ο κ. ΜΗΤΣΟΠΟΥΛΟΣ ΔΙΕΥΘΥΝΤΗΣ ΤΟΥ ΠΟΛΥΤΕΧΝΕΙΟΥ — [320, 651, 558, 680]
subheadline: Τὸ λοιμοκαθαρτήριον Σουνίου. — [367, 527, 512, 539]
article-paragraph: Κατὰ τηλεγράφημα ἐκ Κωνσταντινουπόλεως, ἡ Τουρκία γνωμοδοτήσει τοῦ ἀγνώστου ὑγειονομικοῦ συμβουλίου τῆς περιλήψεως καθαρσιάς, τὴν ὁποίαν εἶχεν ἐπιβάλει εἰς τὰς αἰγυπτιακὰς προελεύσεις τῶν λιμένων τῆς Μεσογείου. — [281, 442, 598, 494]
article-paragraph: Χθὲς τὴν πρωΐαν περατώσας τὴν ἐπιθεώρησιν τῶν Πατρῶν ὁ κ. Σταΐκος ἐπανῆλθεν ἐνταῦθα. — [281, 957, 598, 984]
headline: ΤΟ ΖΗΤΗΜΑ ΤΗΣ ΕΙΡΗΝΗΣ — [336, 172, 541, 191]
article-paragraph: Μεταξὺ τῶν ἄλλων ἐπῆλθε νέος φόρος κ. Κορνήλιος Ἀνδρέας καὶ ἐξεθέσαν ὑπὸ τὸ ὄνομα Εὐρυδίκης Καρμανιώλου. — [774, 707, 916, 772]
article-paragraph: Ἡ ἀστυνομία ἐπελήφθη, ἀλλὰ ὁ ἀτυχὴς εἶχεν ἤδη ἐκπνεύσει. — [933, 1531, 1076, 1570]
column-divider — [934, 928, 1075, 929]
subheadline: Ἡ ἐπάνοδος τοῦ κ. Σταΐκου — [375, 941, 502, 954]
article-paragraph: Μὴ τοῦς τετριμμένους τύπους τοῦ καὶ τὰς κοινοτάτας πλοκὰς των. — [122, 611, 264, 649]
article-paragraph: Παρεπιδημοῦσιν ἀπὸ τινος ἐν Ἀθήναις εἰς τῆς ὑποθέσεως Ζάππα δικηγόροι τῆς Ῥουμανίας καὶ τῆς κυρίας Ζάππα. — [774, 1245, 916, 1310]
subheadline: Μία μελέτη Γάλλου οἰκονομολόγου — [641, 1738, 730, 1764]
hat-icon — [140, 2067, 244, 2143]
article-paragraph: Τὴν Κυριακὴν ἀναχωρεῖ ὁ πρίγκηψ Νικόλαος μετὰ τοῦ ὑπασπιστοῦ του κ. Πάλλη μεταβαίνων εἰς Μαδρίτην ὡς ἀντιπρόσωπος τῆς Ἑλληνικῆς Αὐλῆς εἰς τὰς στέψεως ἑορτὰς τοῦ Ἀλφόνσου. — [774, 283, 916, 388]
article-paragraph: Πρόεδρος δὲ κ. Ἀργυρόπουλος, δ κ. Γρ. Βερναρδάκης καὶ δ κ. Φυργγιάς εἰσηγητής. — [122, 280, 264, 332]
article-paragraph: Κατὰ τηλεγράφημα πρὸς τὸ ὑπουργεῖον τῶν Ναυτικῶν, ἡ βρατσέρα «Εὐαγγελίστρια» ἐναυάγησε πλησίον τῆς Κύμης. Τὸ πλήρωμα ἐσώθη. — [1093, 1021, 1237, 1100]
article-paragraph: Ἐπιτροπή εἶνε δ κ. Λάμπρος καὶ Σακελλαρόπουλος. — [122, 653, 264, 692]
column-divider — [122, 2169, 263, 2170]
article-paragraph: Ζητοῦνται ὑπάλληλοι. Ὁδὸς Πειραιῶς 26Δ. Ὧραι ἐπισκέψεως 1—2 μ. μ. — [122, 937, 264, 975]
article-paragraph: Υποβλήθησαν περὶ τὰς 30 μονόπρακτοι κωμῳδίαι. — [122, 336, 264, 362]
article-paragraph: Ἕνας ἐκ τῶν καπνοπωλείων τῆς Πλάκας συνέλαβε χθὲς τὴν 8ην μ. μ. εἰς τὴν ὁδὸν Ἀδριανοῦ τινα ὑπάλληλον. — [933, 1462, 1076, 1527]
subheadline: Πολίτης καὶ στρατιώτης ἐπιτίθενται κατὰ γυναικός — Ἡ ἀπουσία τῆς Ἀστυνομίας — [938, 662, 1072, 701]
column-divider — [281, 646, 597, 647]
column-divider — [1093, 997, 1236, 998]
article-paragraph: Εἰς τὸν διαγωνισμὸν τοῦ Παρνασσοῦ, ὅστις προσεκρούσθη διὰ κωμῳδίαν, εἰωρίσθη ἡ ἐπιτροπή. — [122, 211, 264, 276]
article-paragraph: Τουλάχιστον ἠμπορεῖ νὰ στηρίζῃ κανεὶς κάποιον γοῦστον εἰς τὴν κρίσιν. — [122, 725, 264, 763]
